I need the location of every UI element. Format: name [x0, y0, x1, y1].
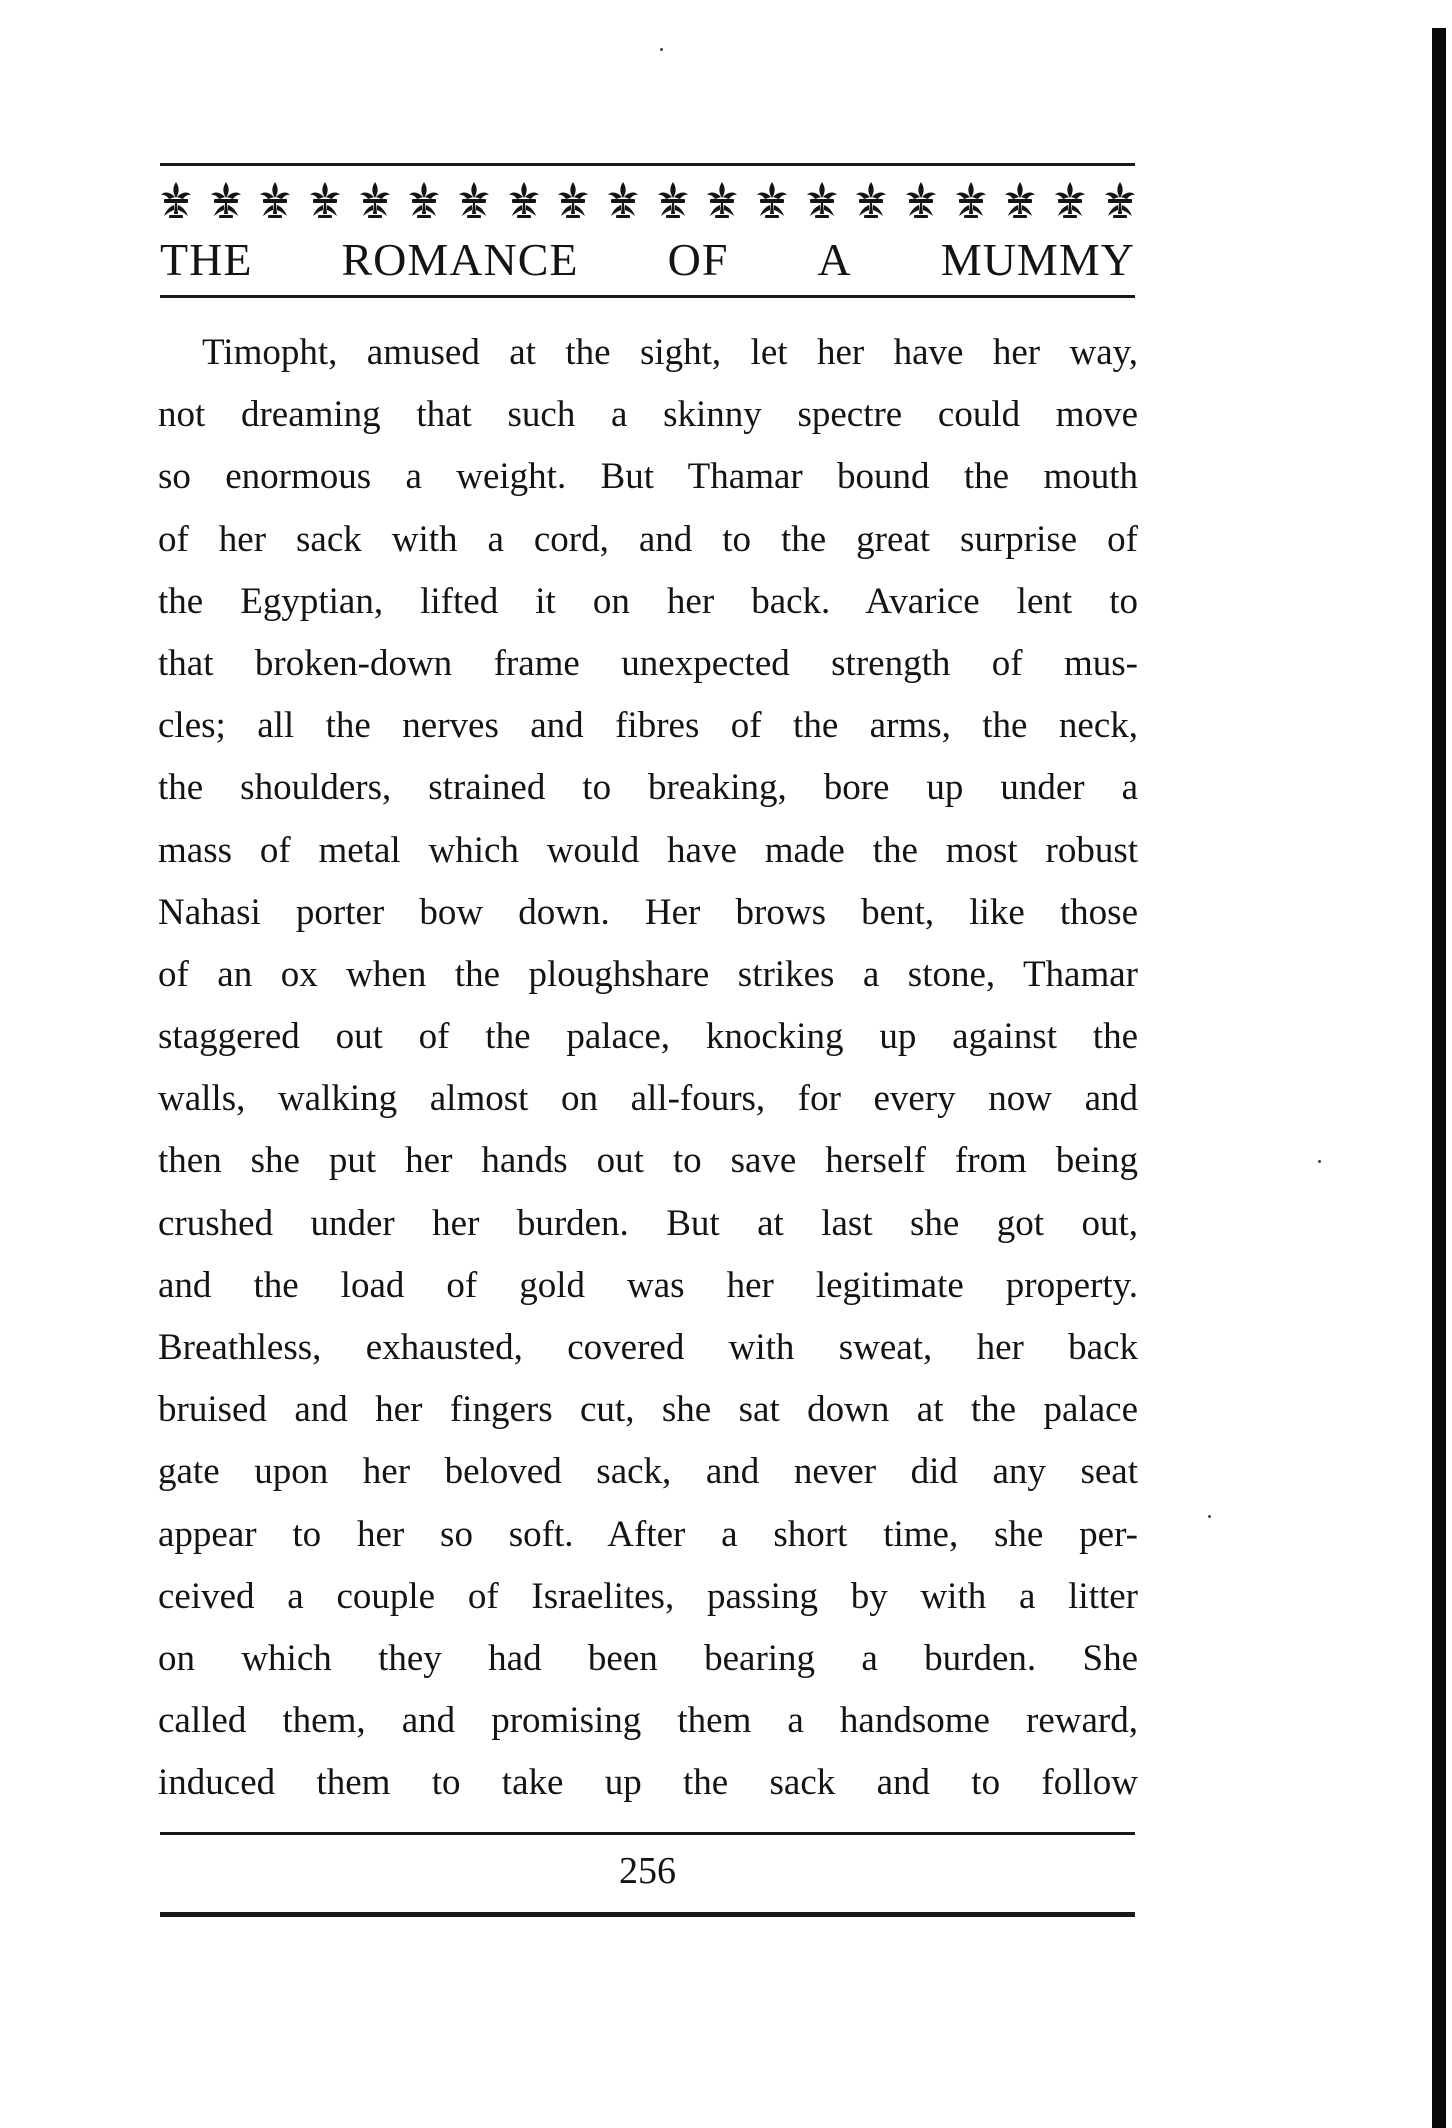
- paper-speck: [660, 48, 663, 51]
- text-line: on which they had been bearing a burden. She: [158, 1637, 1138, 1679]
- running-head-word: ROMANCE: [341, 234, 579, 285]
- text-line: gate upon her beloved sack, and never did any seat: [158, 1451, 1138, 1493]
- text-line: Nahasi porter bow down. Her brows bent, like those: [158, 891, 1138, 933]
- running-head: [160, 230, 1135, 290]
- paper-speck: [1208, 1515, 1211, 1518]
- text-line: of her sack with a cord, and to the great surprise of: [158, 518, 1138, 560]
- text-line: and the load of gold was her legitimate property.: [158, 1264, 1138, 1306]
- fleur-de-lis-icon: [357, 180, 393, 220]
- text-line: bruised and her fingers cut, she sat down at the palace: [158, 1389, 1138, 1431]
- fleur-de-lis-icon: [903, 180, 939, 220]
- footer-rule-top: [160, 1832, 1135, 1835]
- text-line: called them, and promising them a handsome reward,: [158, 1700, 1138, 1742]
- fleur-de-lis-icon: [655, 180, 691, 220]
- running-head-word: THE: [160, 234, 253, 285]
- fleur-de-lis-icon: [605, 180, 641, 220]
- text-line: so enormous a weight. But Thamar bound the mouth: [158, 456, 1138, 498]
- fleur-de-lis-icon: [506, 180, 542, 220]
- text-line: Breathless, exhausted, covered with sweat, her back: [158, 1327, 1138, 1368]
- fleur-de-lis-icon: [456, 180, 492, 220]
- top-rule: [160, 163, 1135, 166]
- text-line: crushed under her burden. But at last she got out,: [158, 1202, 1138, 1244]
- text-line: ceived a couple of Israelites, passing by with a litter: [158, 1575, 1138, 1617]
- running-head-word: A: [817, 234, 852, 285]
- fleur-de-lis-icon: [953, 180, 989, 220]
- text-line: staggered out of the palace, knocking up against the: [158, 1016, 1138, 1058]
- fleuron-border: [158, 177, 1138, 223]
- running-head-word: OF: [667, 234, 729, 285]
- fleur-de-lis-icon: [158, 180, 194, 220]
- paper-speck: [1318, 1160, 1321, 1163]
- text-line: appear to her so soft. After a short time, she per-: [158, 1513, 1138, 1555]
- page-edge-bar: [1432, 28, 1446, 2128]
- head-rule: [160, 295, 1135, 298]
- text-line: that broken-down frame unexpected strength of mus-: [158, 642, 1138, 684]
- text-line: mass of metal which would have made the most robust: [158, 829, 1138, 871]
- fleur-de-lis-icon: [804, 180, 840, 220]
- fleur-de-lis-icon: [307, 180, 343, 220]
- text-line: Timopht, amused at the sight, let her have her way,: [202, 332, 1138, 373]
- running-head-word: MUMMY: [940, 234, 1135, 285]
- text-line: not dreaming that such a skinny spectre could move: [158, 394, 1138, 436]
- text-line: walls, walking almost on all-fours, for every now and: [158, 1078, 1138, 1120]
- text-line: induced them to take up the sack and to follow: [158, 1762, 1138, 1804]
- text-line: the Egyptian, lifted it on her back. Avarice lent to: [158, 580, 1138, 622]
- fleur-de-lis-icon: [208, 180, 244, 220]
- text-line: the shoulders, strained to breaking, bore up under a: [158, 767, 1138, 809]
- fleur-de-lis-icon: [1002, 180, 1038, 220]
- text-line: cles; all the nerves and fibres of the arms, the neck,: [158, 705, 1138, 747]
- fleur-de-lis-icon: [853, 180, 889, 220]
- fleur-de-lis-icon: [555, 180, 591, 220]
- fleur-de-lis-icon: [257, 180, 293, 220]
- text-line: then she put her hands out to save herself from being: [158, 1140, 1138, 1182]
- text-line: of an ox when the ploughshare strikes a stone, Thamar: [158, 953, 1138, 995]
- fleur-de-lis-icon: [754, 180, 790, 220]
- fleur-de-lis-icon: [406, 180, 442, 220]
- footer-rule-bottom: [160, 1912, 1135, 1917]
- fleur-de-lis-icon: [704, 180, 740, 220]
- fleur-de-lis-icon: [1052, 180, 1088, 220]
- page-number: 256: [619, 1850, 676, 1892]
- fleur-de-lis-icon: [1102, 180, 1138, 220]
- body-paragraph: [158, 322, 1138, 1815]
